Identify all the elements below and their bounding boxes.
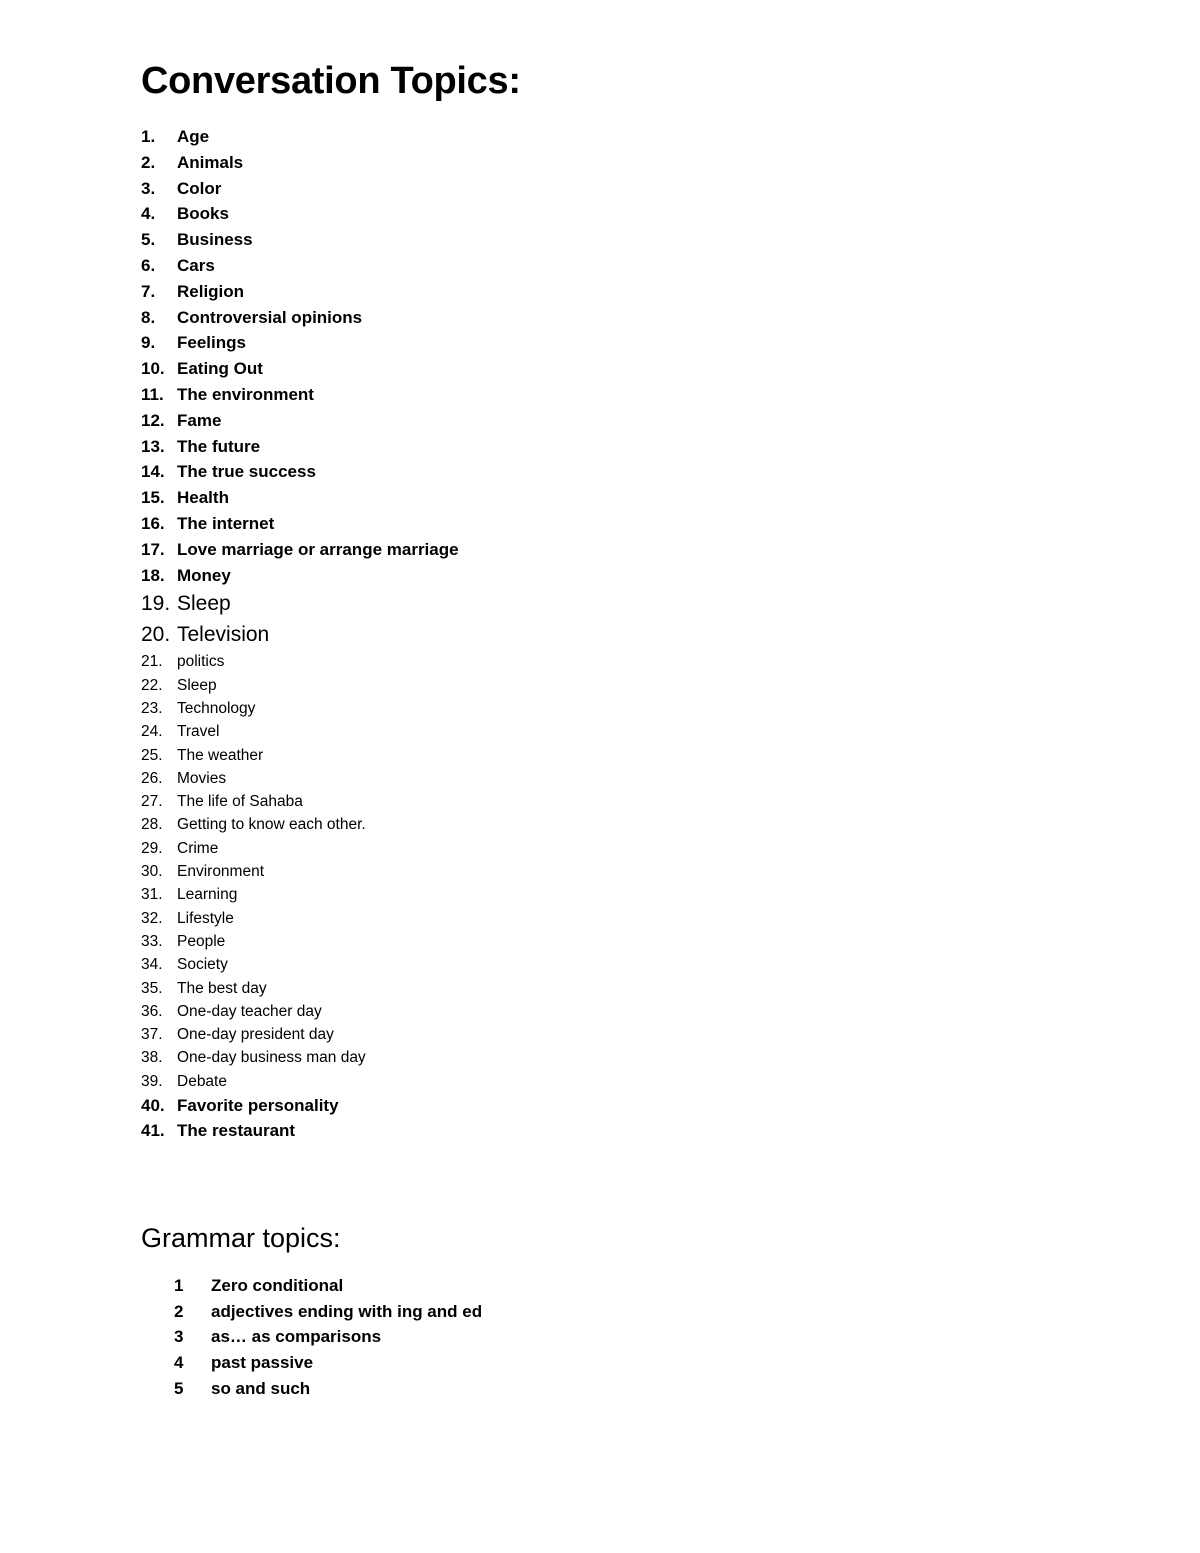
- list-item: [141, 305, 459, 331]
- item-label: Fame: [177, 410, 222, 430]
- list-item: [141, 767, 459, 790]
- item-label: Sleep: [177, 592, 231, 616]
- item-number: 2: [174, 1301, 184, 1321]
- item-label: The restaurant: [177, 1120, 296, 1140]
- list-item: [141, 650, 459, 673]
- item-number: 26.: [141, 769, 163, 787]
- item-label: Cars: [177, 255, 215, 275]
- list-item: [174, 1273, 482, 1299]
- item-label: Religion: [177, 281, 245, 301]
- item-label: Travel: [177, 723, 220, 741]
- list-item: [141, 356, 459, 382]
- item-label: Business: [177, 230, 253, 250]
- item-label: Health: [177, 488, 229, 508]
- item-label: Controversial opinions: [177, 307, 363, 327]
- list-item: [141, 382, 459, 408]
- item-label: The internet: [177, 513, 275, 533]
- item-label: adjectives ending with ing and ed: [211, 1301, 483, 1321]
- item-label: One-day president day: [177, 1026, 334, 1044]
- item-number: 3.: [141, 178, 156, 198]
- item-number: 1: [174, 1276, 184, 1295]
- list-item: [141, 201, 459, 227]
- item-label: Eating Out: [177, 359, 263, 379]
- item-label: Learning: [177, 886, 238, 904]
- item-label: Love marriage or arrange marriage: [177, 539, 459, 559]
- item-label: past passive: [211, 1353, 314, 1373]
- item-label: One-day teacher day: [177, 1002, 322, 1020]
- item-label: Color: [177, 178, 222, 198]
- item-number: 19.: [141, 592, 171, 616]
- list-item: [141, 930, 459, 953]
- list-item: [141, 537, 459, 563]
- list-item: [141, 1000, 459, 1023]
- item-label: Money: [177, 565, 231, 585]
- item-label: Animals: [177, 152, 244, 172]
- item-label: The true success: [177, 462, 316, 482]
- list-item: [141, 485, 459, 511]
- item-number: 22.: [141, 676, 163, 694]
- item-label: The best day: [177, 979, 267, 997]
- item-number: 39.: [141, 1072, 163, 1090]
- item-label: Getting to know each other.: [177, 816, 366, 834]
- item-number: 25.: [141, 746, 163, 764]
- item-label: as… as comparisons: [211, 1327, 382, 1347]
- list-item: [141, 907, 459, 930]
- item-number: 28.: [141, 816, 163, 834]
- item-number: 5: [174, 1378, 184, 1398]
- conversation-topics-list: [141, 124, 459, 1143]
- item-number: 4: [174, 1353, 184, 1373]
- list-item: [174, 1324, 482, 1350]
- item-number: 10.: [141, 359, 165, 379]
- list-item: [141, 588, 459, 619]
- list-item: [141, 511, 459, 537]
- list-item: [141, 674, 459, 697]
- item-number: 37.: [141, 1026, 163, 1044]
- item-number: 18.: [141, 565, 165, 585]
- list-item: [141, 720, 459, 743]
- list-item: [141, 124, 459, 150]
- item-number: 14.: [141, 462, 165, 482]
- item-number: 12.: [141, 410, 165, 430]
- item-number: 1.: [141, 127, 156, 146]
- list-item: [141, 1093, 459, 1118]
- item-number: 34.: [141, 956, 163, 974]
- list-item: [141, 408, 459, 434]
- item-number: 16.: [141, 513, 165, 533]
- list-item: [141, 1046, 459, 1069]
- item-number: 24.: [141, 723, 163, 741]
- item-number: 15.: [141, 488, 165, 508]
- list-item: [141, 883, 459, 906]
- item-label: Movies: [177, 769, 227, 787]
- list-item: [141, 563, 459, 589]
- list-item: [141, 279, 459, 305]
- item-number: 11.: [141, 384, 164, 404]
- list-item: [141, 790, 459, 813]
- item-number: 5.: [141, 230, 156, 250]
- item-label: The future: [177, 436, 261, 456]
- list-item: [174, 1376, 482, 1402]
- item-number: 17.: [141, 539, 165, 559]
- item-label: Age: [177, 127, 210, 146]
- item-label: Favorite personality: [177, 1095, 339, 1115]
- item-label: Technology: [177, 699, 256, 717]
- list-item: [141, 697, 459, 720]
- page-title: Conversation Topics:: [141, 60, 521, 102]
- item-number: 38.: [141, 1049, 163, 1067]
- item-label: One-day business man day: [177, 1049, 366, 1067]
- item-label: People: [177, 932, 226, 950]
- item-label: Sleep: [177, 676, 217, 694]
- item-label: The life of Sahaba: [177, 793, 303, 811]
- item-label: Society: [177, 956, 228, 974]
- item-number: 9.: [141, 333, 156, 353]
- item-number: 7.: [141, 281, 156, 301]
- list-item: [141, 860, 459, 883]
- item-number: 21.: [141, 653, 163, 671]
- list-item: [174, 1350, 482, 1376]
- item-number: 29.: [141, 839, 163, 857]
- item-label: Feelings: [177, 333, 246, 353]
- item-number: 13.: [141, 436, 165, 456]
- item-label: The environment: [177, 384, 314, 404]
- list-item: [141, 953, 459, 976]
- item-number: 31.: [141, 886, 163, 904]
- item-label: Zero conditional: [211, 1276, 344, 1295]
- item-number: 35.: [141, 979, 163, 997]
- grammar-section-title: Grammar topics:: [141, 1223, 341, 1253]
- item-number: 4.: [141, 204, 156, 224]
- list-item: [141, 176, 459, 202]
- item-number: 40.: [141, 1095, 165, 1115]
- item-label: so and such: [211, 1378, 311, 1398]
- list-item: [174, 1299, 482, 1325]
- item-number: 32.: [141, 909, 163, 927]
- list-item: [141, 227, 459, 253]
- item-number: 27.: [141, 793, 163, 811]
- list-item: [141, 253, 459, 279]
- list-item: [141, 837, 459, 860]
- item-label: Books: [177, 204, 229, 224]
- list-item: [141, 1023, 459, 1046]
- item-number: 20.: [141, 623, 171, 647]
- item-label: Debate: [177, 1072, 227, 1090]
- item-number: 8.: [141, 307, 156, 327]
- item-label: Crime: [177, 839, 219, 857]
- item-number: 30.: [141, 863, 163, 881]
- item-number: 3: [174, 1327, 184, 1347]
- list-item: [141, 813, 459, 836]
- item-number: 36.: [141, 1002, 163, 1020]
- list-item: [141, 619, 459, 650]
- list-item: [141, 977, 459, 1000]
- item-label: The weather: [177, 746, 264, 764]
- item-label: Lifestyle: [177, 909, 234, 927]
- list-item: [141, 150, 459, 176]
- list-item: [141, 1070, 459, 1093]
- list-item: [141, 434, 459, 460]
- item-number: 6.: [141, 255, 156, 275]
- list-item: [141, 459, 459, 485]
- grammar-topics-list: [174, 1273, 482, 1401]
- item-number: 23.: [141, 699, 163, 717]
- item-number: 33.: [141, 932, 163, 950]
- item-number: 41.: [141, 1120, 165, 1140]
- item-number: 2.: [141, 152, 156, 172]
- item-label: Environment: [177, 863, 265, 881]
- item-label: Television: [177, 623, 270, 647]
- item-label: politics: [177, 653, 225, 671]
- list-item: [141, 1118, 459, 1143]
- list-item: [141, 744, 459, 767]
- list-item: [141, 330, 459, 356]
